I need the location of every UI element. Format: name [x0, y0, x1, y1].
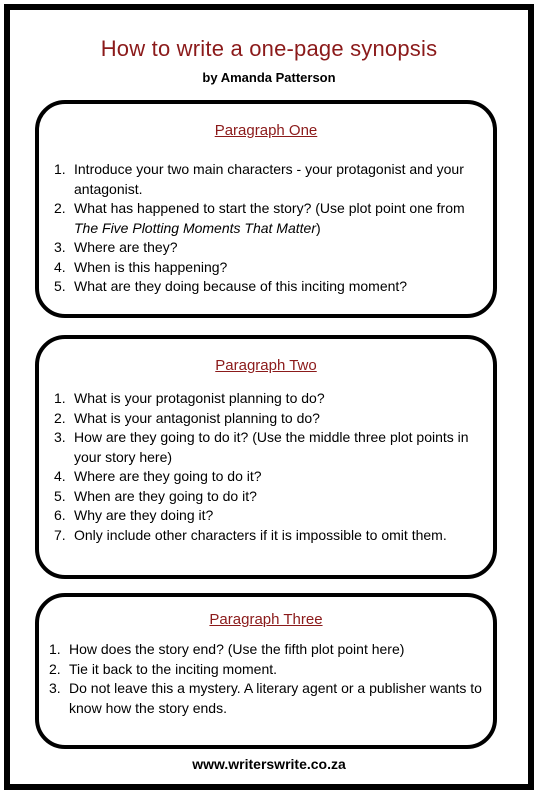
author-byline: by Amanda Patterson [202, 70, 336, 85]
list-item [49, 640, 489, 660]
section-list [49, 640, 489, 718]
list-item [54, 258, 484, 278]
item-text: How are they going to do it? (Use the middle three plot points in your story here) [74, 429, 469, 465]
item-number: 5. [54, 487, 66, 504]
item-number: 2. [54, 409, 66, 426]
item-number: 3. [49, 680, 61, 696]
item-number: 4. [54, 258, 66, 275]
item-text: Where are they? [74, 239, 178, 255]
item-text: Where are they going to do it? [74, 468, 262, 484]
item-number: 2. [54, 200, 66, 216]
item-text: Only include other characters if it is impossible to omit them. [74, 526, 447, 543]
item-number: 5. [54, 278, 66, 294]
section-card-paragraph-two [35, 335, 497, 579]
item-number: 4. [54, 468, 66, 484]
list-item [49, 660, 489, 680]
list-item [54, 409, 484, 429]
section-card-paragraph-three [35, 593, 497, 749]
list-item [54, 467, 484, 487]
item-text: What is your antagonist planning to do? [74, 409, 320, 426]
list-item [49, 679, 489, 718]
item-number: 1. [54, 161, 66, 177]
item-number: 2. [49, 660, 61, 677]
item-text-tail: ) [315, 219, 321, 236]
list-item [54, 428, 484, 467]
list-item [54, 487, 484, 507]
section-card-paragraph-one [35, 100, 497, 318]
website-footer: www.writerswrite.co.za [192, 756, 346, 772]
list-item [54, 277, 484, 297]
synopsis-poster [4, 4, 534, 790]
item-text: Tie it back to the inciting moment. [69, 660, 278, 677]
item-text: How does the story end? (Use the fifth plot point here) [69, 641, 405, 657]
item-number: 7. [54, 526, 66, 543]
item-text: When is this happening? [74, 258, 228, 275]
item-text: Do not leave this a mystery. A literary agent or a publisher wants to know how the story ends. [69, 680, 482, 716]
item-text: When are they going to do it? [74, 487, 257, 504]
list-item [54, 199, 484, 238]
item-number: 1. [49, 641, 61, 657]
list-item [54, 506, 484, 526]
list-item [54, 238, 484, 258]
section-list [54, 160, 484, 297]
list-item [54, 389, 484, 409]
book-title-reference: The Five Plotting Moments That Matter [74, 219, 316, 236]
section-list [54, 389, 484, 545]
item-number: 1. [54, 390, 66, 406]
section-heading: Paragraph One [214, 122, 318, 139]
item-text: Why are they doing it? [74, 507, 214, 523]
item-number: 3. [54, 239, 66, 255]
section-heading: Paragraph Two [215, 357, 317, 374]
item-number: 6. [54, 507, 66, 523]
list-item [54, 526, 484, 546]
item-text: What is your protagonist planning to do? [74, 390, 325, 406]
item-text: What are they doing because of this inciting moment? [74, 278, 408, 294]
item-number: 3. [54, 429, 66, 445]
page-title: How to write a one-page synopsis [100, 36, 438, 61]
item-text: What has happened to start the story? (Use plot point one from [74, 200, 465, 216]
item-text: Introduce your two main characters - your protagonist and your antagonist. [74, 161, 464, 197]
section-heading: Paragraph Three [209, 611, 323, 628]
list-item [54, 160, 484, 199]
